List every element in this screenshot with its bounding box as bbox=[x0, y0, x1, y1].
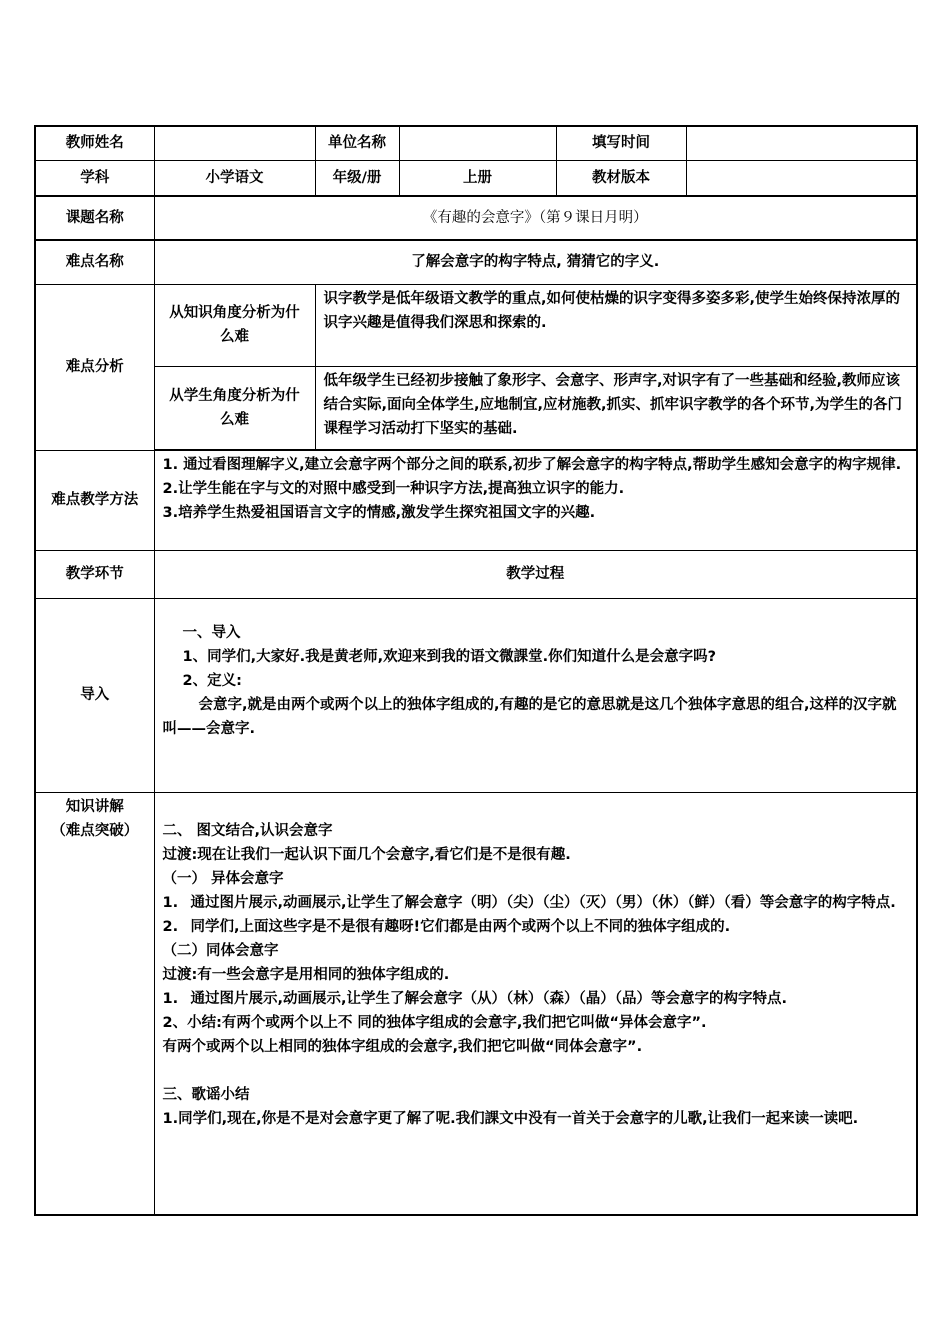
student-angle-text: 低年级学生已经初步接触了象形字、会意字、形声字,对识字有了一些基础和经验,教师应该结合实际,面向全体学生,应地制宜,应材施教,抓实、抓牢识字教学的各个环节,为学生的各门课程学习活动打下坚实的基础. bbox=[315, 366, 917, 450]
knowledge-angle-text: 识字教学是低年级语文教学的重点,如何使枯燥的识字变得多姿多彩,使学生始终保持浓厚的识字兴趣是值得我们深思和探索的. bbox=[315, 284, 917, 366]
row-difficulty bbox=[35, 240, 917, 284]
knowledge-summary-1: 2、小结:有两个或两个以上不 同的独体字组成的会意字,我们把它叫做“异体会意字”. bbox=[162, 1014, 707, 1031]
knowledge-heading-3: 三、歌谣小结 bbox=[162, 1086, 250, 1103]
knowledge-angle-label: 从知识角度分析为什么难 bbox=[154, 284, 315, 366]
lesson-plan-sheet bbox=[34, 125, 916, 1216]
knowledge-sub2-item-1: 1. 通过图片展示,动画展示,让学生了解会意字（从）（林）（森）（晶）（品）等会意字的构字特点. bbox=[162, 990, 788, 1007]
method-text bbox=[154, 450, 917, 550]
method-item-1: 1. 通过看图理解字义,建立会意字两个部分之间的联系,初步了解会意字的构字特点,帮助学生感知会意字的构字规律. bbox=[162, 457, 902, 473]
subject-value: 小学语文 bbox=[154, 160, 315, 196]
knowledge-transition-1: 过渡:现在让我们一起认识下面几个会意字,看它们是不是很有趣. bbox=[162, 846, 571, 863]
row-method bbox=[35, 450, 917, 550]
grade-label: 年级/册 bbox=[315, 160, 399, 196]
teacher-name-label: 教师姓名 bbox=[35, 126, 154, 160]
fill-time-label: 填写时间 bbox=[556, 126, 686, 160]
edition-value[interactable] bbox=[686, 160, 917, 196]
method-item-2: 2.让学生能在字与文的对照中感受到一种识字方法,提高独立识字的能力. bbox=[162, 481, 625, 497]
stage-label: 教学环节 bbox=[35, 550, 154, 598]
method-label: 难点教学方法 bbox=[35, 450, 154, 550]
intro-heading: 一、导入 bbox=[182, 624, 241, 641]
edition-label: 教材版本 bbox=[556, 160, 686, 196]
knowledge-sub-2: （二）同体会意字 bbox=[162, 942, 279, 959]
row-teacher bbox=[35, 126, 917, 160]
difficulty-label: 难点名称 bbox=[35, 240, 154, 284]
intro-definition: 会意字,就是由两个或两个以上的独体字组成的,有趣的是它的意思就是这几个独体字意思的组合,这样的汉字就叫——会意字. bbox=[162, 696, 897, 737]
student-angle-label: 从学生角度分析为什么难 bbox=[154, 366, 315, 450]
knowledge-sub1-item-2: 2. 同学们,上面这些字是不是很有趣呀!它们都是由两个或两个以上不同的独体字组成的. bbox=[162, 918, 731, 935]
row-intro bbox=[35, 598, 917, 792]
intro-line-2: 2、定义: bbox=[182, 672, 242, 689]
unit-name-label: 单位名称 bbox=[315, 126, 399, 160]
knowledge-transition-2: 过渡:有一些会意字是用相同的独体字组成的. bbox=[162, 966, 450, 983]
knowledge-content bbox=[154, 792, 917, 1215]
row-subject bbox=[35, 160, 917, 196]
knowledge-sub1-item-1: 1. 通过图片展示,动画展示,让学生了解会意字（明）（尖）（尘）（灭）（男）（休）（鲜）（看）等会意字的构字特点. bbox=[162, 894, 896, 911]
knowledge-label-line1: 知识讲解 bbox=[65, 798, 124, 815]
intro-label: 导入 bbox=[35, 598, 154, 792]
knowledge-heading: 二、 图文结合,认识会意字 bbox=[162, 822, 333, 839]
knowledge-label-line2: （难点突破） bbox=[51, 822, 139, 839]
topic-label: 课题名称 bbox=[35, 196, 154, 240]
difficulty-value: 了解会意字的构字特点, 猜猜它的字义. bbox=[154, 240, 917, 284]
row-analysis-knowledge bbox=[35, 284, 917, 366]
lesson-plan-table bbox=[34, 125, 918, 1216]
row-process-header bbox=[35, 550, 917, 598]
teacher-name-value[interactable] bbox=[154, 126, 315, 160]
fill-time-value[interactable] bbox=[686, 126, 917, 160]
method-item-3: 3.培养学生热爱祖国语言文字的情感,激发学生探究祖国文字的兴趣. bbox=[162, 505, 596, 521]
knowledge-sub-1: （一） 异体会意字 bbox=[162, 870, 284, 887]
row-topic bbox=[35, 196, 917, 240]
knowledge-summary-2: 有两个或两个以上相同的独体字组成的会意字,我们把它叫做“同体会意字”. bbox=[162, 1038, 643, 1055]
analysis-label: 难点分析 bbox=[35, 284, 154, 450]
intro-line-1: 1、同学们,大家好.我是黄老师,欢迎来到我的语文微課堂.你们知道什么是会意字吗? bbox=[182, 648, 717, 665]
knowledge-label bbox=[35, 792, 154, 1215]
row-knowledge bbox=[35, 792, 917, 1215]
row-analysis-student bbox=[35, 366, 917, 450]
topic-value: 《有趣的会意字》（第９课日月明） bbox=[154, 196, 917, 240]
intro-content bbox=[154, 598, 917, 792]
process-label: 教学过程 bbox=[154, 550, 917, 598]
knowledge-song: 1.同学们,现在,你是不是对会意字更了解了呢.我们課文中没有一首关于会意字的儿歌,让我们一起来读一读吧. bbox=[162, 1110, 859, 1127]
grade-value: 上册 bbox=[399, 160, 556, 196]
subject-label: 学科 bbox=[35, 160, 154, 196]
spacer bbox=[163, 1059, 909, 1083]
unit-name-value[interactable] bbox=[399, 126, 556, 160]
